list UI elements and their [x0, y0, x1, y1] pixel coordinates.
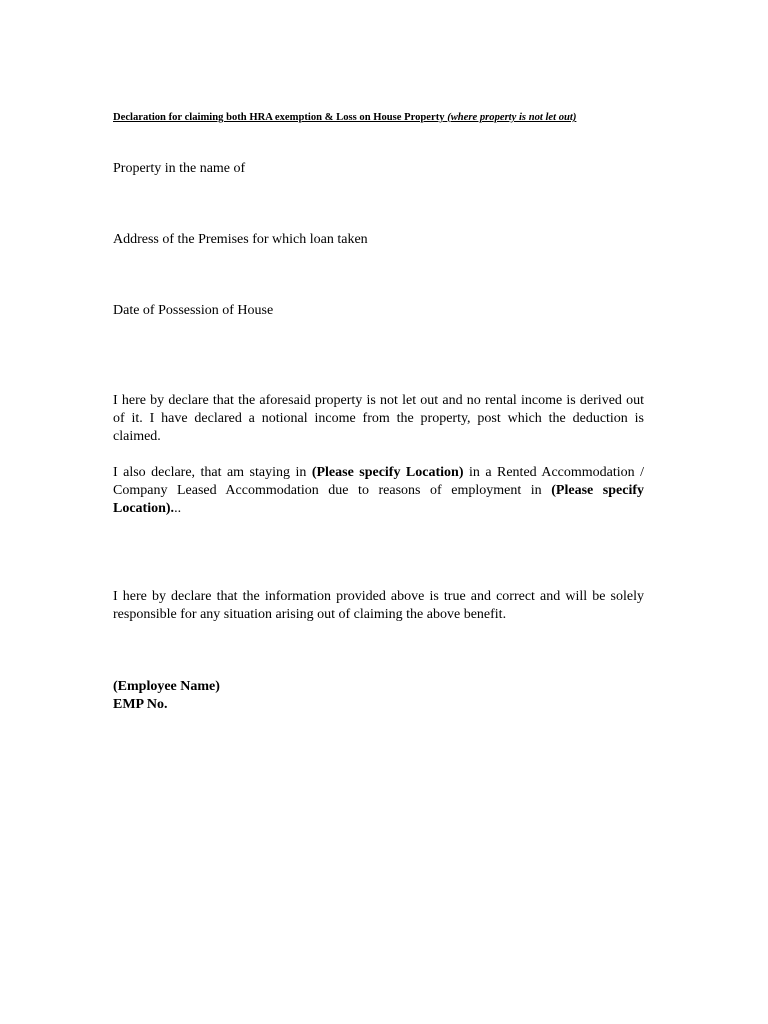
employee-name: (Employee Name) [113, 679, 220, 694]
declaration-paragraph-true-correct: I here by declare that the information provided above is true and correct and will be solely responsible for any situation arising out of claiming the above benefit. [113, 589, 644, 623]
employee-number: EMP No. [113, 697, 168, 712]
declaration-paragraph-accommodation [113, 464, 644, 519]
location-placeholder-2: (Please specify Location). [113, 483, 644, 517]
paragraph2-text-2: in a Rented Accommodation / Company Leased Accommodation due to reasons of employment in [113, 465, 645, 499]
paragraph2-text-1: I also declare, that am staying in [113, 465, 312, 480]
address-label: Address of the Premises for which loan taken [113, 232, 368, 247]
declaration-paragraph-not-let-out: I here by declare that the aforesaid property is not let out and no rental income is derived out of it. I have declared a notional income from the property, post which the deduction is claimed. [113, 393, 644, 445]
property-owner-label: Property in the name of [113, 161, 246, 176]
document-title [113, 111, 653, 125]
location-placeholder-1: (Please specify Location) [311, 465, 464, 480]
title-note: (where property is not let out) [447, 112, 577, 123]
possession-date-label: Date of Possession of House [113, 303, 274, 318]
title-main: Declaration for claiming both HRA exemption & Loss on House Property [113, 112, 445, 123]
paragraph2-text-3: .. [174, 501, 182, 517]
